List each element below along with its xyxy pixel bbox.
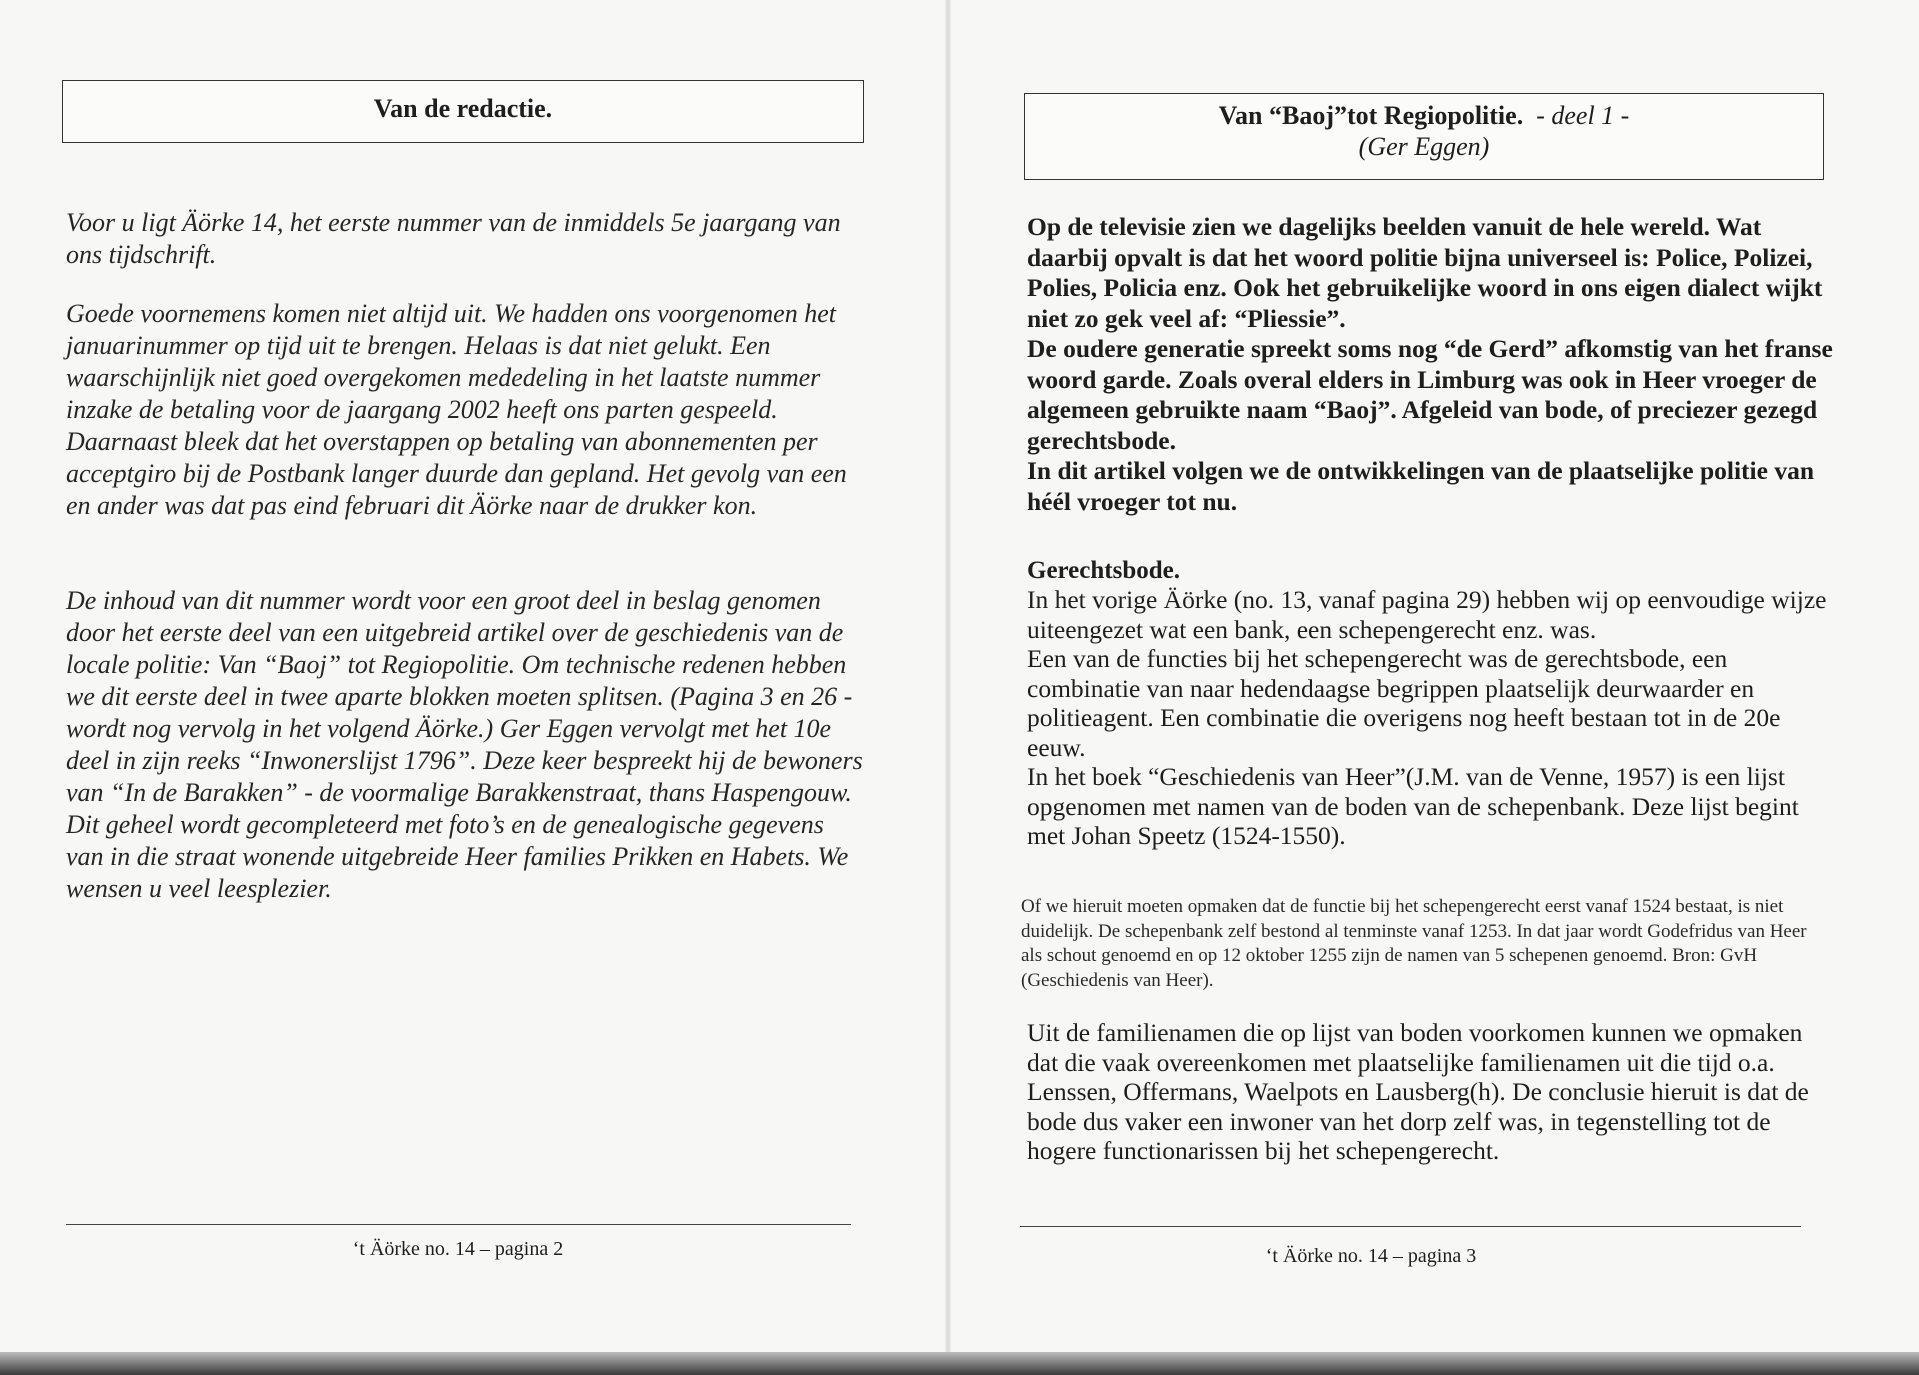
article-closing	[1027, 1018, 1837, 1166]
left-footer-rule	[66, 1224, 851, 1225]
right-title-box	[1024, 93, 1824, 180]
paragraph-text: Goede voornemens komen niet altijd uit. We hadden ons voorgenomen het januarinummer op tijd uit te brengen. Helaas is dat niet gelukt. Een waarschijnlijk niet goed overgekomen mededeling in het laatste nummer inzake de betaling voor de jaargang 2002 heeft ons parten gespeeld. Daarnaast bleek dat het overstappen op betaling van abonnementen per acceptgiro bij de Postbank langer duurde dan gepland. Het gevolg van een en ander was dat pas eind februari dit Äörke naar de drukker kon.	[66, 299, 847, 520]
closing-paragraph: Uit de familienamen die op lijst van boden voorkomen kunnen we opmaken dat die vaak overeenkomen met plaatselijke familienamen uit die tijd o.a. Lenssen, Offermans, Waelpots en Lausberg(h). De conclusie hieruit is dat de bode dus vaker een inwoner van het dorp zelf was, in tegenstelling tot de hogere functionarissen bij het schepengerecht.	[1027, 1018, 1809, 1165]
right-footer-rule	[1020, 1226, 1801, 1227]
article-note: Of we hieruit moeten opmaken dat de functie bij het schepengerecht eerst vanaf 1524 bestaat, is niet duidelijk. De schepenbank zelf bestond al tenminste vanaf 1253. In dat jaar wordt Godefridus van Heer als schout genoemd en op 12 oktober 1255 zijn de namen van 5 schepenen genoemd. Bron: GvH (Geschiedenis van Heer).	[1021, 896, 1807, 991]
editorial-paragraph-3	[66, 585, 866, 905]
left-page-footer: ‘t Äörke no. 14 – pagina 2	[352, 1238, 564, 1260]
right-page	[951, 0, 1919, 1352]
paragraph-text: Voor u ligt Äörke 14, het eerste nummer van de inmiddels 5e jaargang van ons tijdschrift.	[66, 208, 841, 269]
article-title-line	[1025, 100, 1823, 132]
section-heading: Gerechtsbode.	[1027, 557, 1180, 584]
editorial-paragraph-2	[66, 298, 866, 522]
body-paragraph: Een van de functies bij het schepengerecht was de gerechtsbode, een combinatie van naar hedendaagse begrippen plaatselijk deurwaarder en politieagent. Een combinatie die overigens nog heeft bestaan tot in de 20e eeuw.	[1027, 644, 1781, 762]
intro-paragraph: Op de televisie zien we dagelijks beelden vanuit de hele wereld. Wat daarbij opvalt is dat het woord politie bijna universeel is: Police, Polizei, Polies, Policia enz. Ook het gebruikelijke woord in ons eigen dialect wijkt niet zo gek veel af: “Pliessie”.	[1027, 212, 1823, 333]
left-page-title: Van de redactie.	[373, 94, 553, 123]
intro-paragraph: In dit artikel volgen we de ontwikkelingen van de plaatselijke politie van héél vroeger tot nu.	[1027, 456, 1815, 516]
editorial-paragraph-1	[66, 207, 866, 271]
left-page	[0, 0, 945, 1352]
article-part: - deel 1 -	[1536, 101, 1630, 130]
body-paragraph: In het boek “Geschiedenis van Heer”(J.M. van de Venne, 1957) is een lijst opgenomen met namen van de boden van de schepenbank. Deze lijst begint met Johan Speetz (1524-1550).	[1027, 762, 1799, 850]
paragraph-text: De inhoud van dit nummer wordt voor een groot deel in beslag genomen door het eerste deel van een uitgebreid artikel over de geschiedenis van de locale politie: Van “Baoj” tot Regiopolitie. Om technische redenen hebben we dit eerste deel in twee aparte blokken moeten splitsen. (Pagina 3 en 26 - wordt nog vervolg in het volgend Äörke.) Ger Eggen vervolgt met het 10e deel in zijn reeks “Inwonerslijst 1796”. Deze keer bespreekt hij de bewoners van “In de Barakken” - de voormalige Barakkenstraat, thans Haspengouw. Dit geheel wordt gecompleteerd met foto’s en de genealogische gegevens van in die straat wonende uitgebreide Heer families Prikken en Habets. We wensen u veel leesplezier.	[66, 586, 863, 903]
article-title: Van “Baoj”tot Regiopolitie.	[1218, 101, 1524, 130]
article-body	[1027, 585, 1837, 851]
scan-bottom-edge	[0, 1352, 1919, 1375]
intro-paragraph: De oudere generatie spreekt soms nog “de Gerd” afkomstig van het franse woord garde. Zoals overal elders in Limburg was ook in Heer vroeger de algemeen gebruikte naam “Baoj”. Afgeleid van bode, of preciezer gezegd gerechtsbode.	[1027, 334, 1833, 455]
right-page-footer: ‘t Äörke no. 14 – pagina 3	[1265, 1245, 1477, 1267]
article-intro	[1027, 212, 1837, 517]
body-paragraph: In het vorige Äörke (no. 13, vanaf pagina 29) hebben wij op eenvoudige wijze uiteengezet wat een bank, een schepengerecht enz. was.	[1027, 585, 1827, 644]
left-title-box	[62, 80, 864, 143]
article-author: (Ger Eggen)	[1358, 132, 1490, 161]
